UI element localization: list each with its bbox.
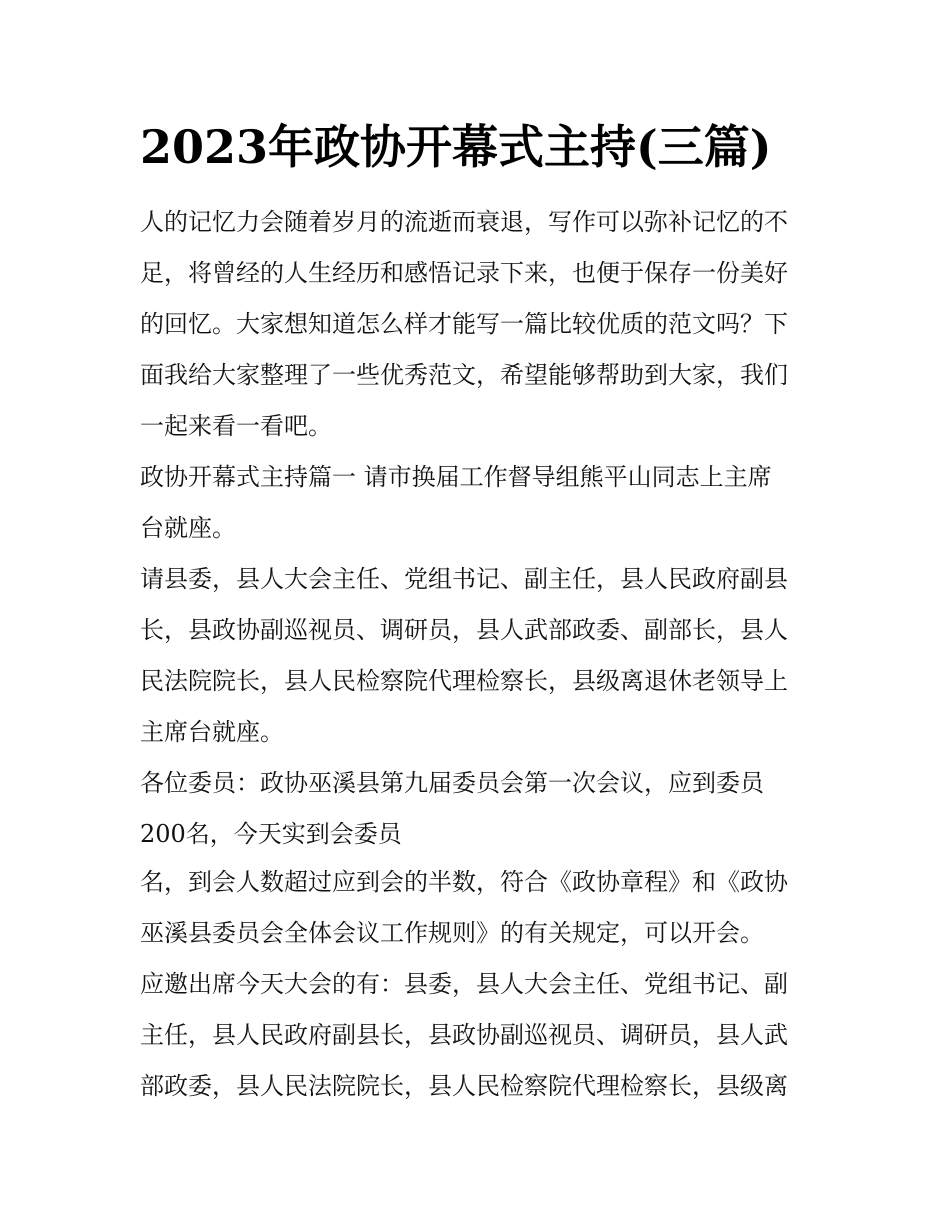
body-line: 名，到会人数超过应到会的半数，符合《政协章程》和《政协: [140, 868, 788, 896]
body-line: 各位委员：政协巫溪县第九届委员会第一次会议，应到委员: [140, 769, 764, 797]
body-line: 政协开幕式主持篇一 请市换届工作督导组熊平山同志上主席: [140, 463, 772, 491]
body-line: 请县委，县人大会主任、党组书记、副主任，县人民政府副县: [140, 565, 788, 593]
body-line: 应邀出席今天大会的有：县委，县人大会主任、党组书记、副: [140, 970, 788, 998]
body-line: 巫溪县委员会全体会议工作规则》的有关规定，可以开会。: [140, 919, 764, 947]
body-line: 的回忆。大家想知道怎么样才能写一篇比较优质的范文吗？下: [140, 310, 788, 338]
body-line: 民法院院长，县人民检察院代理检察长，县级离退休老领导上: [140, 667, 788, 695]
body-line: 200名，今天实到会委员: [140, 820, 402, 848]
body-line: 主任，县人民政府副县长，县政协副巡视员、调研员，县人武: [140, 1021, 788, 1049]
body-line: 面我给大家整理了一些优秀范文，希望能够帮助到大家，我们: [140, 361, 788, 389]
body-line: 长，县政协副巡视员、调研员，县人武部政委、副部长，县人: [140, 616, 788, 644]
body-line: 台就座。: [140, 514, 236, 542]
body-line: 一起来看一看吧。: [140, 412, 332, 440]
body-line: 部政委，县人民法院院长，县人民检察院代理检察长，县级离: [140, 1072, 788, 1100]
body-line: 足，将曾经的人生经历和感悟记录下来，也便于保存一份美好: [140, 259, 788, 287]
body-line: 主席台就座。: [140, 718, 284, 746]
document-title: 2023年政协开幕式主持(三篇): [140, 120, 772, 174]
body-line: 人的记忆力会随着岁月的流逝而衰退，写作可以弥补记忆的不: [140, 208, 788, 236]
